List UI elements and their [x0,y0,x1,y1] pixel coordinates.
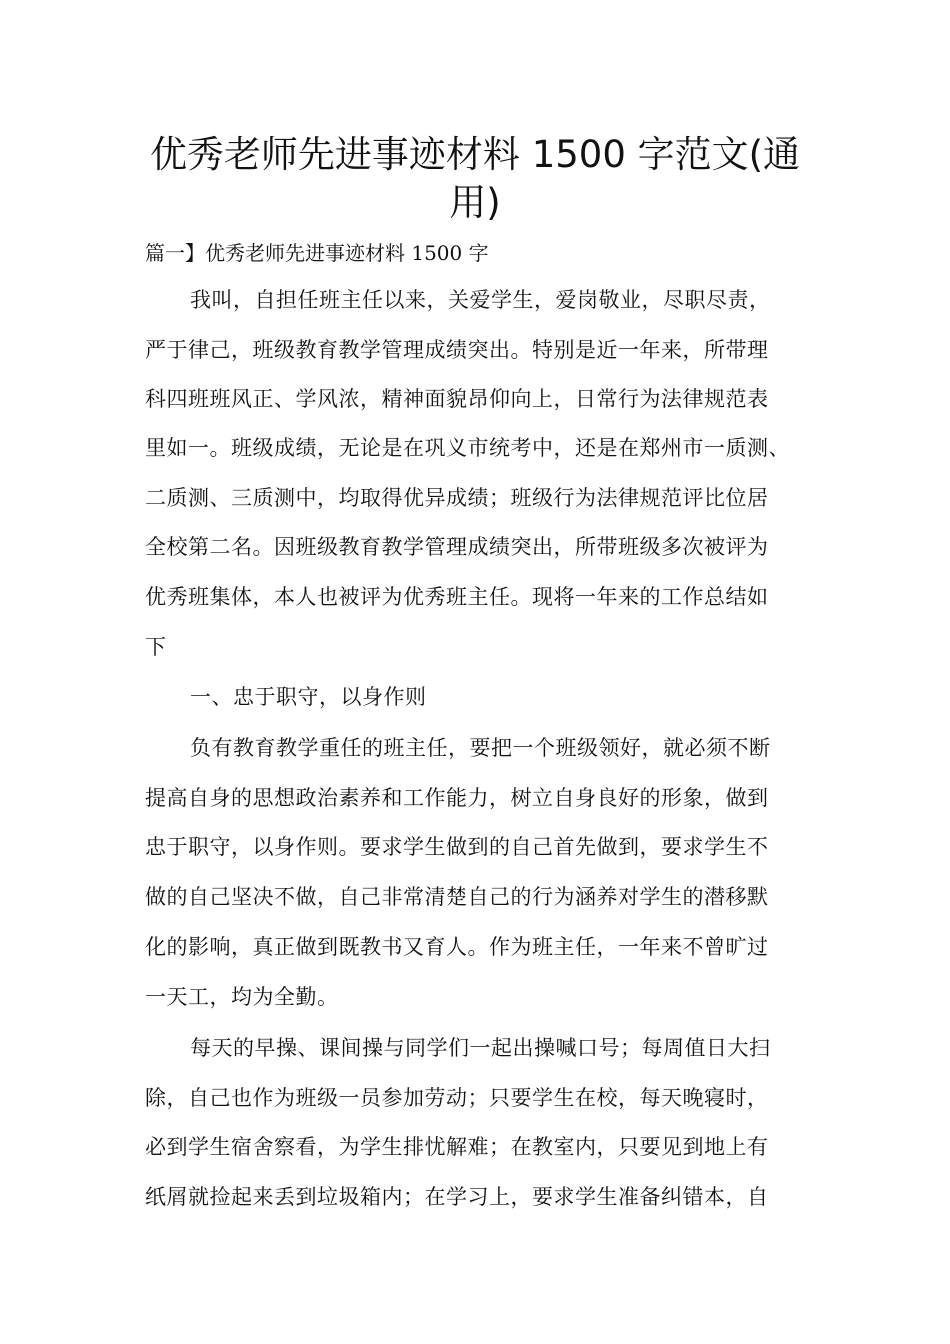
body-line: 优秀班集体，本人也被评为优秀班主任。现将一年来的工作总结如 [145,585,769,609]
body-line: 必到学生宿舍察看，为学生排忧解难；在教室内，只要见到地上有 [145,1135,769,1159]
body-line: 科四班班风正、学风浓，精神面貌昂仰向上，日常行为法律规范表 [145,387,769,411]
body-line: 严于律己，班级教育教学管理成绩突出。特别是近一年来，所带理 [145,338,769,362]
document-title-line-2: 用) [449,181,501,224]
document-title-line-1: 优秀老师先进事迹材料 1500 字范文(通 [149,133,801,176]
body-line: 负有教育教学重任的班主任，要把一个班级领好，就必须不断 [190,736,771,760]
body-line: 每天的早操、课间操与同学们一起出操喊口号；每周值日大扫 [190,1036,771,1060]
body-line: 做的自己坚决不做，自己非常清楚自己的行为涵养对学生的潜移默 [145,885,769,909]
body-line: 里如一。班级成绩，无论是在巩义市统考中，还是在郑州市一质测、 [145,436,790,460]
body-line: 我叫，自担任班主任以来，关爱学生，爱岗敬业，尽职尽责， [190,288,771,312]
body-line: 除，自己也作为班级一员参加劳动；只要学生在校，每天晚寝时， [145,1086,769,1110]
body-line: 一天工，均为全勤。 [145,985,339,1009]
body-line: 全校第二名。因班级教育教学管理成绩突出，所带班级多次被评为 [145,535,769,559]
section-heading-loyalty: 一、忠于职守，以身作则 [190,685,427,709]
body-line: 忠于职守，以身作则。要求学生做到的自己首先做到，要求学生不 [145,835,769,859]
body-line: 化的影响，真正做到既教书又育人。作为班主任，一年来不曾旷过 [145,935,769,959]
body-line: 纸屑就捡起来丢到垃圾箱内；在学习上，要求学生准备纠错本，自 [145,1185,769,1209]
body-line: 下 [145,635,167,659]
section-heading: 篇一】优秀老师先进事迹材料 1500 字 [145,241,489,265]
body-line: 提高自身的思想政治素养和工作能力，树立自身良好的形象，做到 [145,786,769,810]
body-line: 二质测、三质测中，均取得优异成绩；班级行为法律规范评比位居 [145,486,769,510]
